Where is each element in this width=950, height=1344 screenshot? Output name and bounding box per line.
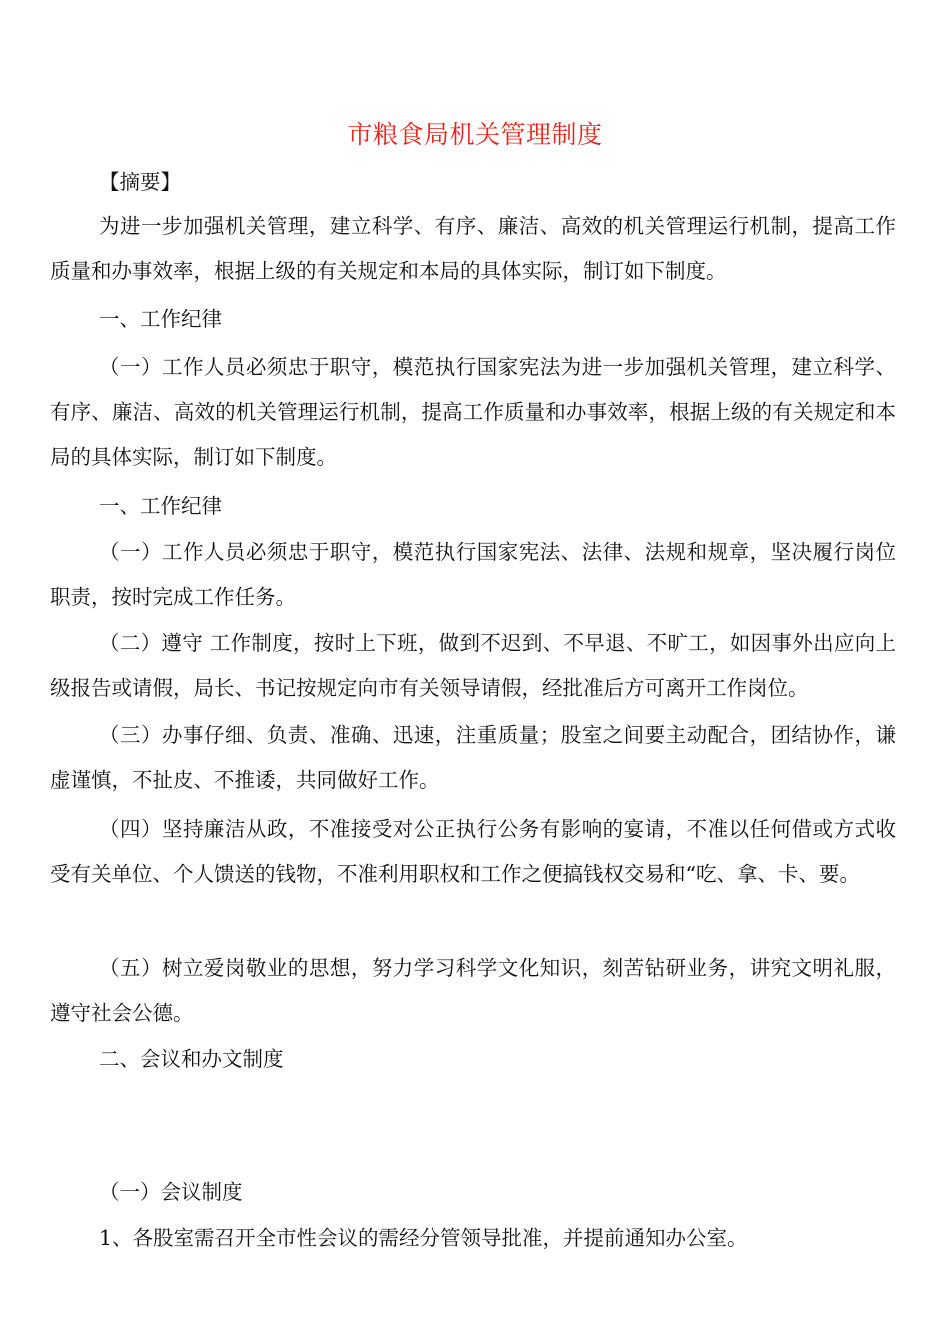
item-4-paragraph: （四）坚持廉洁从政，不准接受对公正执行公务有影响的宴请，不准以任何借或方式收受有关单位、个人馈送的钱物，不准利用职权和工作之便搞钱权交易和“吃、拿、卡、要。 xyxy=(50,817,896,886)
document-title: 市粮食局机关管理制度 xyxy=(347,120,603,149)
item-2-paragraph: （二）遵守 工作制度，按时上下班，做到不迟到、不早退、不旷工，如因事外出应向上级报告或请假，局长、书记按规定向市有关领导请假，经批准后方可离开工作岗位。 xyxy=(50,631,896,700)
item-1-paragraph: （一）工作人员必须忠于职守，模范执行国家宪法、法律、法规和规章，坚决履行岗位职责，按时完成工作任务。 xyxy=(50,540,896,609)
section-heading-work-discipline-repeat: 一、工作纪律 xyxy=(99,494,222,518)
item-3-paragraph: （三）办事仔细、负责、准确、迅速，注重质量；股室之间要主动配合，团结协作，谦虚谨慎，不扯皮、不推诿，共同做好工作。 xyxy=(50,723,896,792)
sub-heading-meeting-rules: （一）会议制度 xyxy=(99,1180,243,1204)
summary-label: 【摘要】 xyxy=(99,170,181,194)
section-heading-work-discipline: 一、工作纪律 xyxy=(99,307,222,331)
rule-1: 1、各股室需召开全市性会议的需经分管领导批准，并提前通知办公室。 xyxy=(99,1226,748,1250)
paragraph-1a: （一）工作人员必须忠于职守，模范执行国家宪法为进一步加强机关管理，建立科学、有序、廉洁、高效的机关管理运行机制，提高工作质量和办事效率，根据上级的有关规定和本局的具体实际，制订如下制度。 xyxy=(50,355,896,469)
intro-paragraph: 为进一步加强机关管理，建立科学、有序、廉洁、高效的机关管理运行机制，提高工作质量和办事效率，根据上级的有关规定和本局的具体实际，制订如下制度。 xyxy=(50,214,896,283)
section-heading-meetings: 二、会议和办文制度 xyxy=(99,1047,284,1071)
item-5-paragraph: （五）树立爱岗敬业的思想，努力学习科学文化知识，刻苦钻研业务，讲究文明礼服，遵守社会公德。 xyxy=(50,956,896,1025)
